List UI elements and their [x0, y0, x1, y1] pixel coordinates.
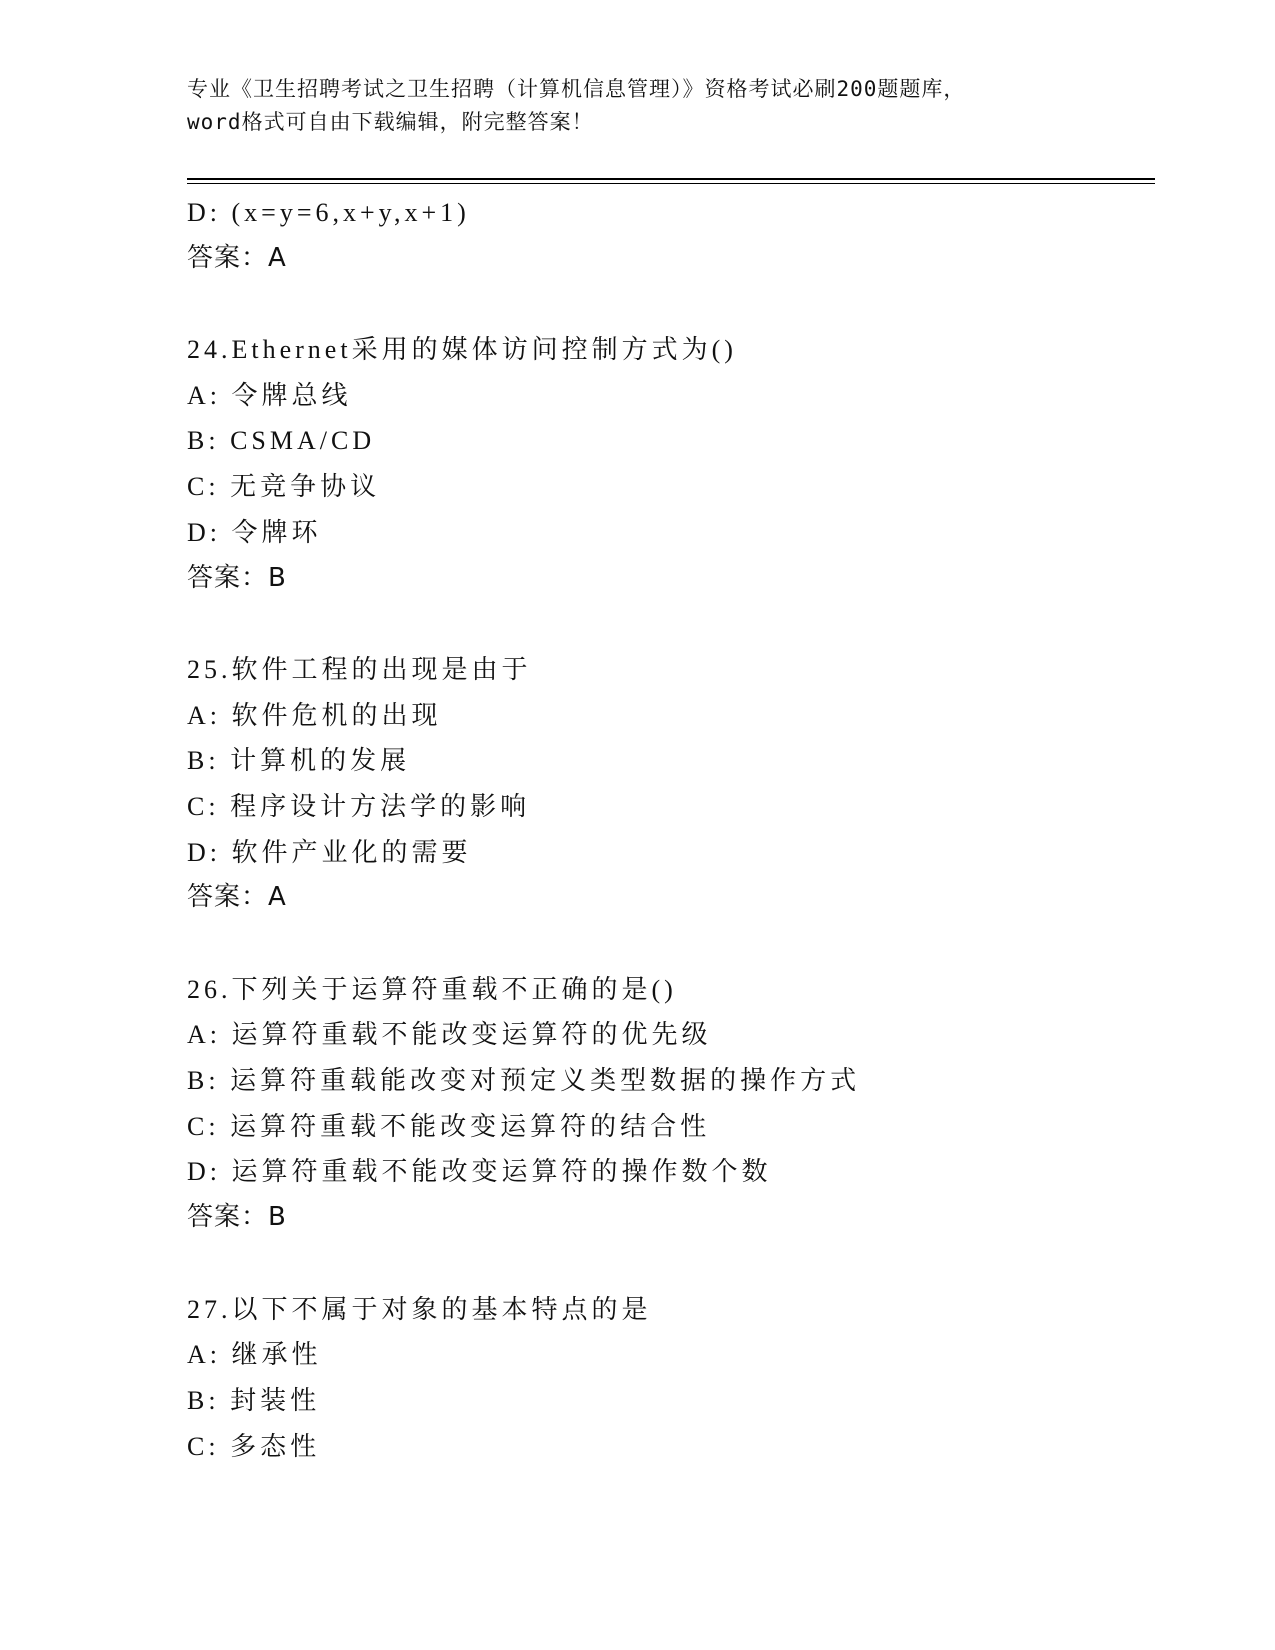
option-b: B: 封装性 — [187, 1385, 321, 1415]
option-d: D: 令牌环 — [187, 517, 322, 547]
option-c: C: 程序设计方法学的影响 — [187, 791, 531, 821]
question-content — [187, 190, 1155, 1469]
question-stem: 26.下列关于运算符重载不正确的是() — [187, 974, 677, 1004]
question-stem: 25.软件工程的出现是由于 — [187, 654, 532, 684]
option-c: C: 无竞争协议 — [187, 472, 381, 502]
option-c: C: 运算符重载不能改变运算符的结合性 — [187, 1111, 711, 1141]
question-27 — [187, 1287, 1155, 1470]
header-line-2: word格式可自由下载编辑，附完整答案！ — [187, 110, 594, 134]
question-26 — [187, 967, 1155, 1241]
option-c: C: 多态性 — [187, 1431, 321, 1461]
option-d: D: 软件产业化的需要 — [187, 837, 472, 867]
question-24 — [187, 327, 1155, 601]
option-d: D: 运算符重载不能改变运算符的操作数个数 — [187, 1157, 772, 1187]
option-a: A: 运算符重载不能改变运算符的优先级 — [187, 1020, 712, 1050]
header-divider-bottom — [187, 183, 1155, 184]
answer: 答案：B — [187, 562, 287, 593]
header-line-1: 专业《卫生招聘考试之卫生招聘（计算机信息管理）》资格考试必刷200题题库， — [187, 77, 966, 101]
option-a: A: 令牌总线 — [187, 380, 352, 410]
spacer — [187, 601, 1155, 647]
spacer — [187, 281, 1155, 327]
option-a: A: 软件危机的出现 — [187, 700, 442, 730]
option-a: A: 继承性 — [187, 1340, 322, 1370]
option-b: B: 计算机的发展 — [187, 746, 411, 776]
question-25 — [187, 647, 1155, 921]
document-header — [187, 73, 1087, 139]
option-b: B: 运算符重载能改变对预定义类型数据的操作方式 — [187, 1066, 861, 1096]
spacer — [187, 1241, 1155, 1287]
answer: 答案：A — [187, 882, 287, 913]
prev-option-d: D: (x=y=6,x+y,x+1) — [187, 198, 470, 227]
option-b: B: CSMA/CD — [187, 426, 376, 456]
answer: 答案：B — [187, 1202, 287, 1233]
question-stem: 24.Ethernet采用的媒体访问控制方式为() — [187, 335, 737, 365]
prev-answer: 答案：A — [187, 242, 287, 273]
header-divider-top — [187, 178, 1155, 180]
question-stem: 27.以下不属于对象的基本特点的是 — [187, 1294, 652, 1324]
spacer — [187, 921, 1155, 967]
